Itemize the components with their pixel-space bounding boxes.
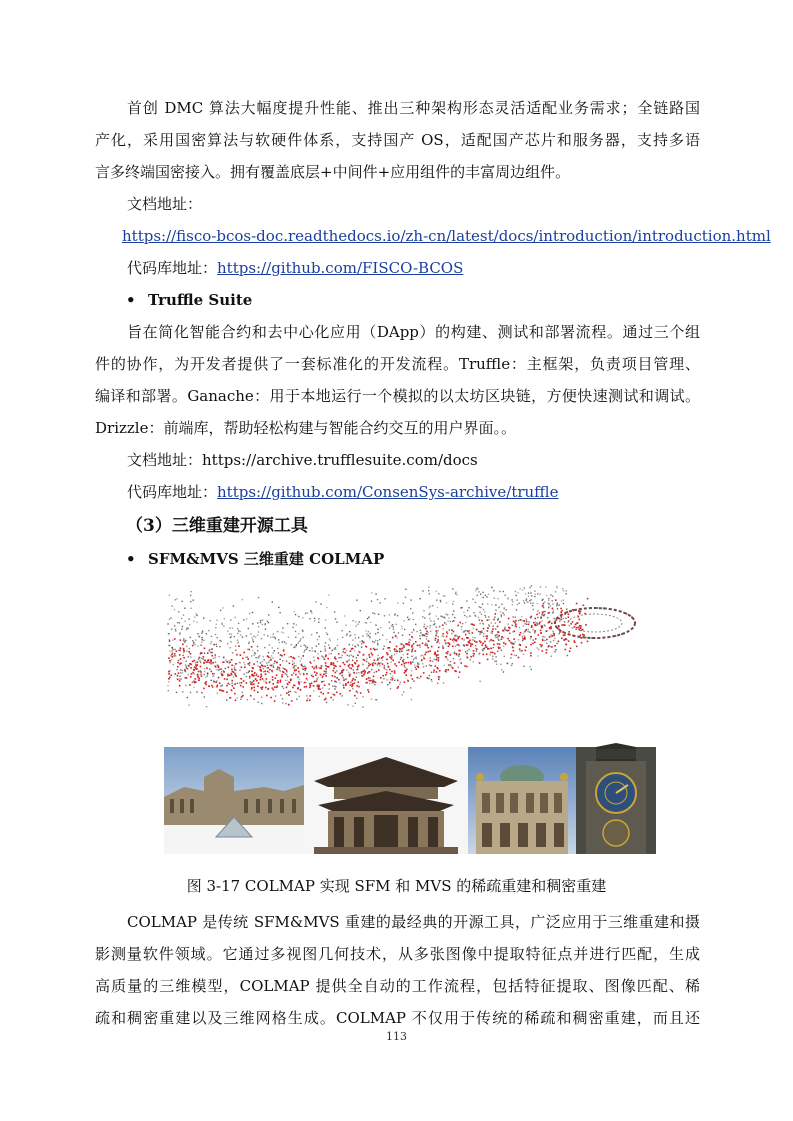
truffle-title: Truffle Suite (148, 291, 253, 309)
truffle-line-3: 编译和部署。Ganache：用于本地运行一个模拟的以太坊区块链，方便快速测试和调试。 (95, 387, 700, 405)
fisco-doc-label: 文档地址： (127, 195, 203, 213)
paragraph2-line-4: 疏和稠密重建以及三维网格生成。COLMAP 不仅用于传统的稀疏和稠密重建，而且还 (95, 1009, 700, 1027)
truffle-bullet-heading (126, 290, 252, 310)
todaiji-reconstruction-image (304, 747, 468, 854)
truffle-doc-url: https://archive.trufflesuite.com/docs (202, 451, 478, 469)
paragraph2-line-2: 影测量软件领域。它通过多视图几何技术，从多张图像中提取特征点并进行匹配，生成 (95, 945, 700, 963)
paragraph2-line-3: 高质量的三维模型，COLMAP 提供全自动的工作流程，包括特征提取、图像匹配、稀 (95, 977, 700, 995)
page-number: 113 (386, 1030, 407, 1043)
paragraph1-line-1: 首创 DMC 算法大幅度提升性能、推出三种架构形态灵活适配业务需求；全链路国 (127, 99, 700, 117)
truffle-doc-label: 文档地址： (127, 451, 203, 469)
astronomical-clock-reconstruction-image (576, 747, 656, 854)
sparse-point-cloud-image (163, 583, 655, 733)
bullet-icon: • (126, 550, 136, 568)
fisco-doc-link-row (122, 226, 771, 246)
truffle-doc-row (127, 450, 700, 470)
truffle-repo-row (127, 482, 700, 502)
truffle-repo-link[interactable]: https://github.com/ConsenSys-archive/truffle (217, 483, 559, 501)
truffle-repo-label: 代码库地址： (127, 483, 218, 501)
bullet-icon: • (126, 291, 136, 309)
figure-caption: 图 3-17 COLMAP 实现 SFM 和 MVS 的稀疏重建和稠密重建 (186, 877, 607, 895)
fisco-repo-row (127, 258, 700, 278)
truffle-line-2: 件的协作，为开发者提供了一套标准化的开发流程。Truffle：主框架，负责项目管理、 (95, 355, 700, 373)
paragraph1-line-2: 产化，采用国密算法与软硬件体系，支持国产 OS，适配国产芯片和服务器，支持多语 (95, 131, 700, 149)
section-heading: （3）三维重建开源工具 (126, 516, 308, 536)
colmap-subheading: SFM&MVS 三维重建 COLMAP (148, 550, 385, 568)
dense-reconstruction-strip (164, 747, 656, 854)
truffle-line-4: Drizzle：前端库，帮助轻松构建与智能合约交互的用户界面。。 (95, 419, 516, 437)
truffle-line-1: 旨在简化智能合约和去中心化应用（DApp）的构建、测试和部署流程。通过三个组 (127, 323, 700, 341)
fisco-doc-link[interactable]: https://fisco-bcos-doc.readthedocs.io/zh-cn/latest/docs/introduction/introduction.html (122, 227, 771, 245)
colmap-bullet-heading (126, 549, 384, 569)
fisco-repo-link[interactable]: https://github.com/FISCO-BCOS (217, 259, 464, 277)
paragraph1-line-3: 言多终端国密接入。拥有覆盖底层+中间件+应用组件的丰富周边组件。 (95, 163, 571, 181)
paragraph2-line-1: COLMAP 是传统 SFM&MVS 重建的最经典的开源工具，广泛应用于三维重建和摄 (127, 913, 700, 931)
fisco-repo-label: 代码库地址： (127, 259, 218, 277)
opera-reconstruction-image (468, 747, 576, 854)
louvre-reconstruction-image (164, 747, 304, 854)
